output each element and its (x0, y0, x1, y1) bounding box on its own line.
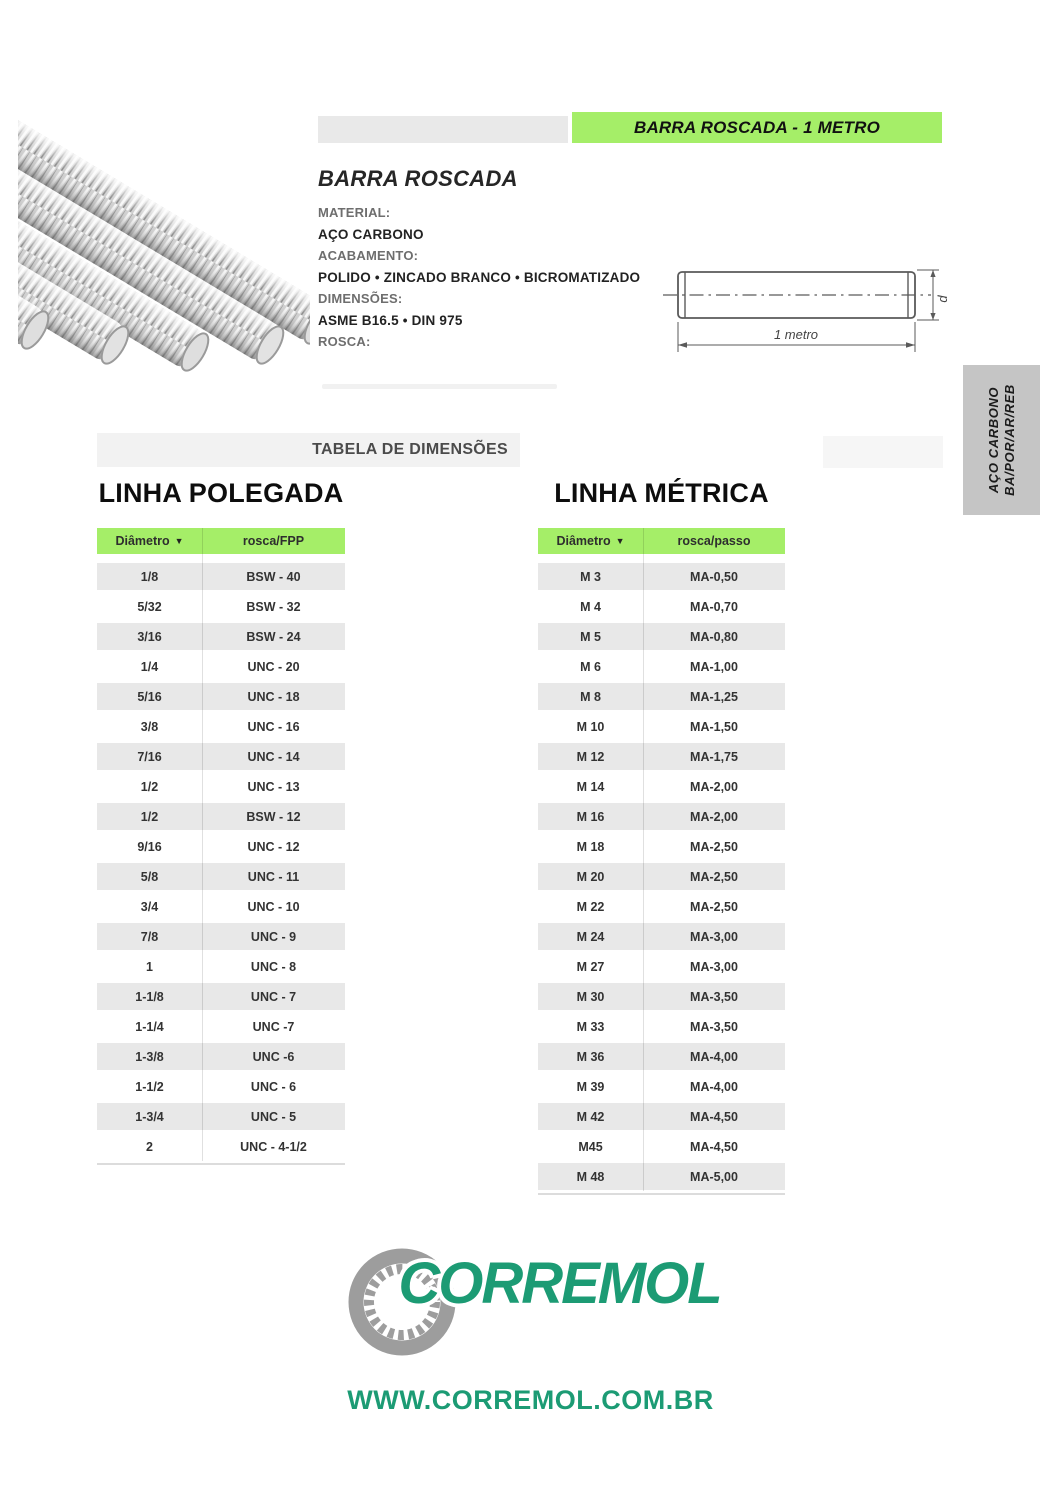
thread-cell: UNC - 16 (247, 719, 300, 734)
diameter-cell: 3/16 (137, 629, 162, 644)
thread-cell: MA-3,50 (690, 1019, 738, 1034)
diameter-cell: M 14 (576, 779, 605, 794)
thread-cell: UNC - 20 (247, 659, 300, 674)
diameter-cell: M 39 (576, 1079, 605, 1094)
thread-cell: MA-2,00 (690, 809, 738, 824)
diameter-cell: M 36 (576, 1049, 605, 1064)
table-row (538, 1103, 785, 1130)
side-tab-text (986, 384, 1018, 496)
thread-cell: UNC - 18 (247, 689, 300, 704)
diameter-cell: M 20 (576, 869, 605, 884)
thread-cell: BSW - 40 (246, 569, 301, 584)
sort-down-icon: ▼ (174, 536, 184, 546)
column-header (97, 528, 202, 554)
section-bar (97, 433, 520, 467)
spec-label: ACABAMENTO: (318, 248, 419, 263)
spec-value: ASME B16.5 • DIN 975 (318, 312, 463, 328)
banner-label: BARRA ROSCADA - 1 METRO (633, 117, 881, 137)
column-header (643, 528, 785, 554)
column-header (202, 528, 345, 554)
table-row (538, 683, 785, 710)
table-row (97, 743, 345, 770)
column-header (538, 528, 643, 554)
thread-cell: UNC -7 (252, 1019, 295, 1034)
diameter-cell: 1-3/4 (135, 1109, 164, 1124)
diameter-dimension-label: d (935, 295, 950, 303)
side-tab-line1: AÇO CARBONO (985, 386, 1001, 494)
table-row (538, 1043, 785, 1070)
faded-text-placeholder (322, 384, 557, 389)
product-title: BARRA ROSCADA (318, 166, 518, 191)
table-row (97, 1103, 345, 1130)
diameter-cell: M 4 (580, 599, 601, 614)
diameter-cell: M 3 (580, 569, 601, 584)
thread-cell: MA-2,50 (690, 899, 738, 914)
header-gray-strip (318, 116, 568, 143)
diameter-cell: M 22 (576, 899, 605, 914)
diameter-cell: 1-1/4 (135, 1019, 164, 1034)
table-row (538, 923, 785, 950)
table-row (538, 863, 785, 890)
diameter-cell: 7/8 (140, 929, 159, 944)
table-row (538, 713, 785, 740)
column-header-label: Diâmetro (556, 534, 611, 548)
thread-cell: MA-4,00 (690, 1049, 738, 1064)
diameter-cell: 3/4 (140, 899, 159, 914)
table-row (97, 563, 345, 590)
table-row (97, 623, 345, 650)
table-header-row (97, 528, 345, 554)
thread-cell: UNC -6 (252, 1049, 295, 1064)
diameter-cell: M 5 (580, 629, 601, 644)
thread-cell: UNC - 10 (247, 899, 300, 914)
page-banner (572, 112, 942, 143)
diameter-cell: 1-3/8 (135, 1049, 164, 1064)
table-row (538, 1013, 785, 1040)
diameter-cell: M 48 (576, 1169, 605, 1184)
thread-cell: MA-0,70 (690, 599, 738, 614)
technical-drawing (655, 258, 955, 363)
thread-cell: MA-2,50 (690, 869, 738, 884)
column-divider (202, 528, 203, 1161)
sort-down-icon: ▼ (615, 536, 625, 546)
thread-cell: UNC - 11 (247, 869, 300, 884)
table-row (97, 953, 345, 980)
table-row (538, 893, 785, 920)
table-header-row (538, 528, 785, 554)
thread-cell: UNC - 9 (250, 929, 297, 944)
diameter-cell: 9/16 (137, 839, 162, 854)
diameter-cell: 1 (146, 959, 153, 974)
diameter-cell: 5/16 (137, 689, 162, 704)
spec-label: ROSCA: (318, 334, 371, 349)
side-tab-line2: BA/POR/AR/REB (1001, 384, 1017, 496)
table-row (538, 833, 785, 860)
diameter-cell: 1/2 (140, 779, 159, 794)
blank-gray-bar (823, 436, 943, 468)
table-metrica (538, 528, 785, 1195)
table-row (97, 653, 345, 680)
thread-cell: MA-1,00 (690, 659, 738, 674)
diameter-cell: M 12 (576, 749, 605, 764)
diameter-cell: 1/4 (140, 659, 159, 674)
section-title: TABELA DE DIMENSÕES (312, 441, 508, 458)
diameter-cell: 2 (146, 1139, 153, 1154)
thread-cell: UNC - 6 (250, 1079, 297, 1094)
table-row (538, 1163, 785, 1190)
side-tab (963, 365, 1040, 515)
thread-cell: MA-0,50 (690, 569, 738, 584)
diameter-cell: M 30 (576, 989, 605, 1004)
column-header-label: rosca/FPP (242, 534, 305, 548)
table-row (97, 713, 345, 740)
thread-cell: BSW - 32 (246, 599, 301, 614)
column-header-label: Diâmetro (115, 534, 170, 548)
table-row (538, 563, 785, 590)
thread-cell: MA-4,50 (690, 1109, 738, 1124)
table-row (538, 623, 785, 650)
table-bottom-border (97, 1163, 345, 1165)
thread-cell: MA-3,00 (690, 959, 738, 974)
length-dimension-label: 1 metro (773, 327, 819, 342)
thread-cell: UNC - 4-1/2 (240, 1139, 307, 1154)
table-row (97, 1073, 345, 1100)
column-header-label: rosca/passo (677, 534, 751, 548)
thread-cell: BSW - 24 (246, 629, 301, 644)
table-row (97, 893, 345, 920)
thread-cell: UNC - 13 (247, 779, 300, 794)
thread-cell: UNC - 7 (250, 989, 297, 1004)
table-row (97, 773, 345, 800)
column-divider (643, 528, 644, 1191)
diameter-cell: M 42 (576, 1109, 605, 1124)
table-row (538, 773, 785, 800)
thread-cell: UNC - 12 (247, 839, 300, 854)
diameter-cell: 1-1/2 (135, 1079, 164, 1094)
diameter-cell: M 33 (576, 1019, 605, 1034)
thread-cell: UNC - 14 (247, 749, 300, 764)
diameter-cell: M 10 (576, 719, 605, 734)
table-row (538, 983, 785, 1010)
table-row (97, 683, 345, 710)
table-title-polegada: LINHA POLEGADA (98, 478, 344, 508)
thread-cell: MA-2,50 (690, 839, 738, 854)
logo-wordmark: CORREMOL (398, 1251, 721, 1316)
diameter-cell: 1/8 (140, 569, 159, 584)
threaded-rods-photo (18, 75, 310, 377)
table-row (97, 863, 345, 890)
diameter-cell: M 18 (576, 839, 605, 854)
thread-cell: MA-2,00 (690, 779, 738, 794)
table-row (538, 1133, 785, 1160)
thread-cell: MA-4,00 (690, 1079, 738, 1094)
table-row (97, 983, 345, 1010)
product-specs (318, 202, 648, 353)
table-row (97, 1043, 345, 1070)
diameter-cell: 1-1/8 (135, 989, 164, 1004)
diameter-cell: 1/2 (140, 809, 159, 824)
table-polegada (97, 528, 345, 1165)
website-url: WWW.CORREMOL.COM.BR (347, 1385, 714, 1415)
logo-box (340, 1250, 720, 1317)
diameter-cell: M 24 (576, 929, 605, 944)
spec-value: AÇO CARBONO (318, 226, 424, 242)
diameter-cell: 5/8 (140, 869, 159, 884)
thread-cell: MA-3,00 (690, 929, 738, 944)
table-row (97, 923, 345, 950)
table-title-metrica: LINHA MÉTRICA (554, 478, 769, 508)
thread-cell: MA-1,25 (690, 689, 738, 704)
spec-value: POLIDO • ZINCADO BRANCO • BICROMATIZADO (318, 269, 641, 285)
thread-cell: MA-1,75 (690, 749, 738, 764)
table-row (97, 593, 345, 620)
table-row (538, 593, 785, 620)
table-row (538, 743, 785, 770)
diameter-cell: M 16 (576, 809, 605, 824)
thread-cell: MA-1,50 (690, 719, 738, 734)
thread-cell: UNC - 5 (250, 1109, 297, 1124)
diameter-cell: M 6 (580, 659, 601, 674)
spec-label: MATERIAL: (318, 205, 391, 220)
table-row (538, 1073, 785, 1100)
thread-cell: MA-5,00 (690, 1169, 738, 1184)
footer-logo (0, 1250, 1061, 1317)
table-row (538, 803, 785, 830)
diameter-cell: M 8 (580, 689, 601, 704)
thread-cell: UNC - 8 (250, 959, 297, 974)
diameter-cell: 3/8 (140, 719, 159, 734)
diameter-cell: M 27 (576, 959, 605, 974)
spec-label: DIMENSÕES: (318, 291, 403, 306)
table-row (97, 833, 345, 860)
diameter-cell: 7/16 (137, 749, 162, 764)
table-row (97, 1013, 345, 1040)
table-row (538, 953, 785, 980)
diameter-cell: M45 (578, 1139, 603, 1154)
table-row (97, 803, 345, 830)
diameter-cell: 5/32 (137, 599, 162, 614)
thread-cell: MA-3,50 (690, 989, 738, 1004)
thread-cell: BSW - 12 (246, 809, 301, 824)
table-row (97, 1133, 345, 1160)
thread-cell: MA-0,80 (690, 629, 738, 644)
table-bottom-border (538, 1193, 785, 1195)
thread-cell: MA-4,50 (690, 1139, 738, 1154)
table-row (538, 653, 785, 680)
